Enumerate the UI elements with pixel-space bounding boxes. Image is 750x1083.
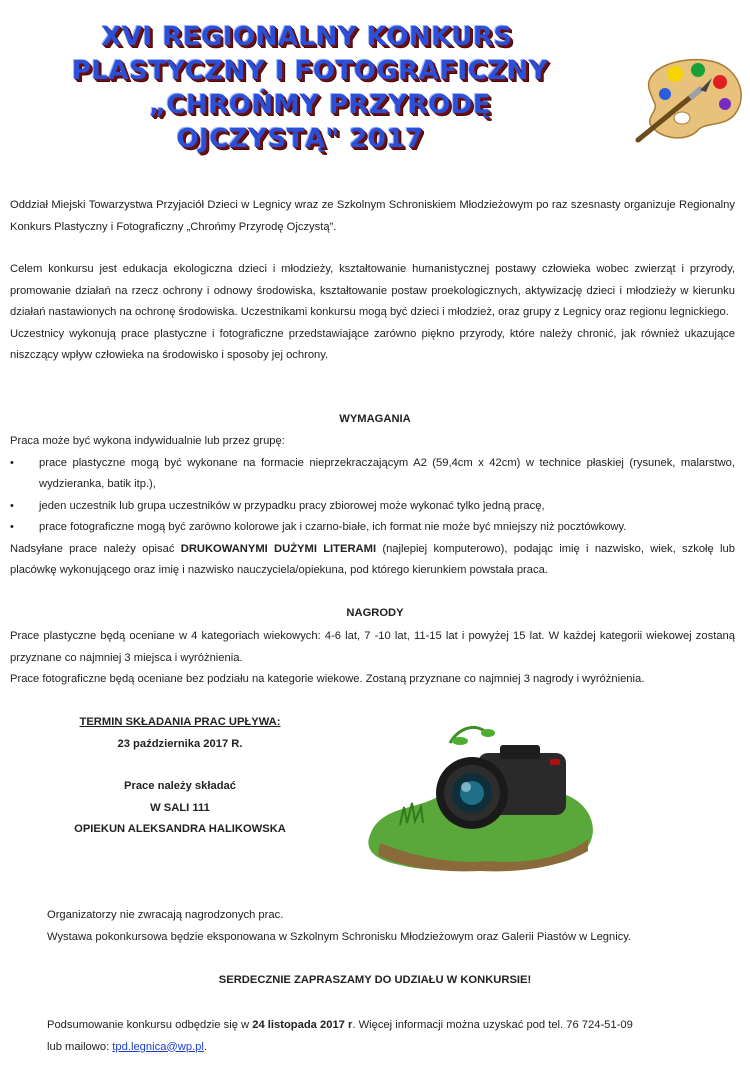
exhibition-note: Wystawa pokonkursowa będzie eksponowana w Szkolnym Schronisku Młodzieżowym oraz Galerii Piastów w Legnicy. [47,930,632,943]
requirement-item-2: • jeden uczestnik lub grupa uczestników w przypadku pracy zbiorowej może wykonać tylko jedną pracę, [10,496,735,518]
intro-paragraph: Oddział Miejski Towarzystwa Przyjaciół Dzieci w Legnicy wraz ze Szkolnym Schroniskiem Młodzieżowym po raz szesnasty organizuje Regionalny Konkurs Plastyczny i Fotograficzny „Chrońmy Przyrodę Ojczystą”. [10,199,735,233]
title-line-1: XVI REGIONALNY KONKURS [101,22,513,52]
requirements-section [10,431,735,582]
summary-date: 24 listopada 2017 r [252,1019,353,1031]
summary-section [47,1015,737,1058]
camera-on-grass-image [360,715,600,875]
title-line-4: OJCZYSTĄ" 2017 [176,124,424,154]
mail-suffix: . [203,1040,207,1053]
closing-notes [47,905,737,948]
summary-before: Podsumowanie konkursu odbędzie się w [47,1019,253,1031]
goal-paragraph: Celem konkursu jest edukacja ekologiczna dzieci i młodzieży, kształtowanie humanistycznej postawy człowieka wobec zwierząt i przyrody, promowanie działań na rzecz ochrony i odnowy środowiska, kształtowanie postaw proekologicznych, aktywizację dzieci i młodzieży w kierunku działań nastawionych na ochronę środowiska. Uczestnikami konkursu mogą być dzieci i młodzież, oraz grupy z Legnicy oraz regionu legnickiego. [10,263,735,318]
awards-heading: NAGRODY [346,607,404,619]
paint-palette-icon [630,52,745,147]
requirements-heading: WYMAGANIA [339,413,411,425]
deadline-block [45,712,315,841]
awards-section [10,626,735,691]
requirement-item-1: • prace plastyczne mogą być wykonane na formacie nieprzekraczającym A2 (59,4cm x 42cm) w technice płaskiej (rysunek, malarstwo, wydzieranka, batik itp.), [10,453,735,496]
guardian-name: OPIEKUN ALEKSANDRA HALIKOWSKA [74,823,286,835]
participants-paragraph: Uczestnicy wykonują prace plastyczne i fotograficzne przedstawiające zarówno piękno przyrody, które należy chronić, jak również ukazujące niszczący wpływ człowieka na środowisko i sposoby jej ochrony. [10,327,735,361]
no-return-note: Organizatorzy nie zwracają nagrodzonych prac. [47,909,284,921]
summary-line [47,1015,737,1037]
deadline-label: TERMIN SKŁADANIA PRAC UPŁYWA: [79,716,281,728]
awards-photo: Prace fotograficzne będą oceniane bez podziału na kategorie wiekowe. Zostaną przyznane co najmniej 3 nagrody i wyróżnienia. [10,673,645,685]
summary-after: . Więcej informacji można uzyskać pod tel. 76 724-51-09 [352,1019,633,1031]
title-line-3: „CHROŃMY PRZYRODĘ [148,90,492,120]
requirement-item-3: • prace fotograficzne mogą być zarówno kolorowe jak i czarno-białe, ich format nie może być mniejszy niż pocztówkowy. [10,517,735,539]
requirements-intro: Praca może być wykona indywidualnie lub przez grupę: [10,435,285,447]
note-after: (najlepiej komputerowo), podając imię i nazwisko, wiek, szkołę lub placówkę wykonującego oraz imię i nazwisko nauczyciela/opiekuna, pod którego kierunkiem powstała praca. [10,542,735,576]
awards-art: Prace plastyczne będą oceniane w 4 kategoriach wiekowych: 4-6 lat, 7 -10 lat, 11-15 lat i powyżej 15 lat. W każdej kategorii wiekowej zostaną przyznane co najmniej 3 miejsca i wyróżnienia. [10,630,735,664]
requirements-list [10,453,735,539]
note-bold: DRUKOWANYMI DUŻYMI LITERAMI [180,542,377,555]
note-before: Nadsyłane prace należy opisać [10,542,181,555]
email-link[interactable]: tpd.legnica@wp.pl [112,1040,204,1053]
title-line-2: PLASTYCZNY I FOTOGRAFICZNY [71,56,549,86]
mail-prefix: lub mailowo: [47,1040,113,1053]
requirements-note [10,539,735,582]
goal-section [10,259,735,367]
submit-room: W SALI 111 [150,801,210,814]
deadline-date: 23 października 2017 R. [117,737,243,750]
mail-line [47,1037,737,1059]
submit-label: Prace należy składać [124,780,236,792]
invite-heading: SERDECZNIE ZAPRASZAMY DO UDZIAŁU W KONKURSIE! [218,974,532,986]
